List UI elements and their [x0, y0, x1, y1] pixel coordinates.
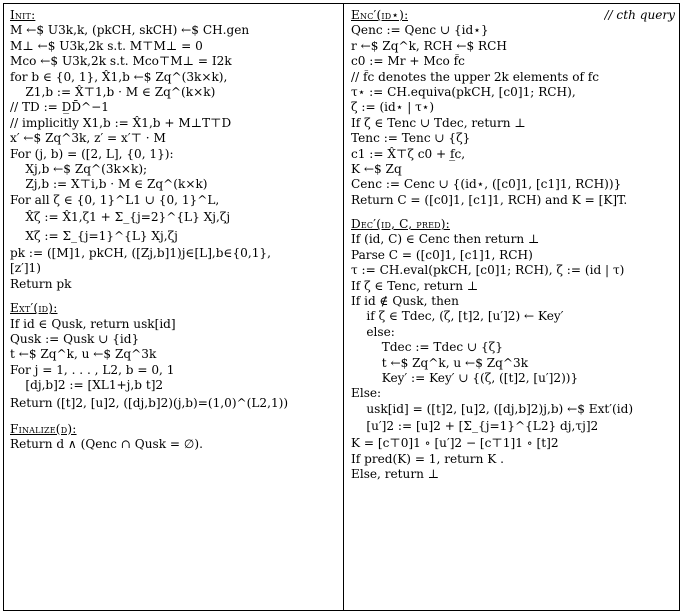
init-line-17: Return pk	[10, 276, 72, 291]
init-line-11: Zj,b := X⊤i,b · M ∈ Zq^(k×k)	[10, 177, 208, 192]
ext-line-1: If id ∈ Qusk, return usk[id]	[10, 316, 176, 331]
enc-header: Enc′(id⋆):	[351, 8, 409, 22]
init-header: Init:	[10, 8, 36, 22]
enc-line-7: If ζ ∈ Tenc ∪ Tdec, return ⊥	[351, 115, 526, 130]
init-line-1: M ←$ U3k,k, (pkCH, skCH) ←$ CH.gen	[10, 23, 250, 38]
dec-line-2: Parse C = ([c0]1, [c1]1, RCH)	[351, 247, 533, 262]
left-column	[10, 8, 338, 452]
init-line-14: Xζ := Σ_{j=1}^{L} Xj,ζj	[10, 229, 178, 244]
finalize-procedure	[10, 437, 338, 452]
dec-line-4: If ζ ∈ Tenc, return ⊥	[351, 278, 479, 293]
ext-line-5: [dj,b]2 := [XL1+j,b t]2	[10, 378, 164, 393]
init-line-4: for b ∈ {0, 1}, X̂1,b ←$ Zq^(3k×k),	[10, 69, 228, 84]
dec-header: Dec′(id, C, pred):	[351, 217, 450, 232]
init-line-16: [z′]1)	[10, 261, 41, 276]
init-line-5: Z1,b := X̂⊤1,b · M ∈ Zq^(k×k)	[10, 84, 216, 99]
init-line-15: pk := ([M]1, pkCH, ([Zj,b]1)j∈[L],b∈{0,1},	[10, 246, 271, 261]
dec-line-13: [u′]2 := [u]2 + [Σ_{j=1}^{L2} dj,τj]2	[351, 419, 599, 434]
init-line-9: For (j, b) = ([2, L], {0, 1}):	[10, 146, 174, 161]
ext-line-2: Qusk := Qusk ∪ {id}	[10, 332, 140, 347]
dec-line-6: if ζ ∈ Tdec, (ζ, [t]2, [u′]2) ← Key′	[351, 309, 564, 324]
enc-line-12: Return C = ([c0]1, [c1]1, RCH) and K = [K]T.	[351, 192, 628, 207]
enc-header-row	[351, 8, 675, 23]
ext-line-4: For j = 1, . . . , L2, b = 0, 1	[10, 362, 175, 377]
init-line-8: x′ ←$ Zq^3k, z′ = x′⊤ · M	[10, 131, 166, 146]
enc-line-6: ζ := (id⋆ | τ⋆)	[351, 100, 435, 115]
enc-comment: // cth query	[604, 8, 675, 22]
enc-procedure	[351, 23, 675, 208]
enc-line-10: K ←$ Zq	[351, 161, 402, 176]
dec-line-11: Else:	[351, 386, 382, 401]
dec-line-16: Else, return ⊥	[351, 466, 440, 481]
enc-line-2: r ←$ Zq^k, RCH ←$ RCH	[351, 38, 507, 53]
enc-line-3: c0 := Mr + Mco f̄c	[351, 54, 465, 69]
enc-line-5: τ⋆ := CH.equiva(pkCH, [c0]1; RCH),	[351, 84, 576, 99]
dec-line-10: Key′ := Key′ ∪ {(ζ, ([t]2, [u′]2))}	[351, 370, 579, 385]
finalize-header: Finalize(d):	[10, 421, 77, 436]
ext-line-6: Return ([t]2, [u]2, ([dj,b]2)(j,b)=(1,0)^(L2,1))	[10, 395, 289, 410]
column-divider	[343, 3, 344, 611]
init-line-6: // TD := D̲D̄^−1	[10, 100, 110, 115]
init-line-13: X̂ζ := X̂1,ζ1 + Σ_{j=2}^{L} Xj,ζj	[10, 210, 231, 225]
ext-line-3: t ←$ Zq^k, u ←$ Zq^3k	[10, 347, 157, 362]
init-line-10: Xj,b ←$ Zq^(3k×k);	[10, 161, 148, 176]
enc-line-11: Cenc := Cenc ∪ {(id⋆, ([c0]1, [c1]1, RCH))}	[351, 177, 622, 192]
dec-line-8: Tdec := Tdec ∪ {ζ}	[351, 340, 503, 355]
dec-line-9: t ←$ Zq^k, u ←$ Zq^3k	[351, 355, 529, 370]
finalize-line-1: Return d ∧ (Qenc ∩ Qusk = ∅).	[10, 436, 203, 451]
dec-line-14: K = [c⊤0]1 ∘ [u′]2 − [c⊤1]1 ∘ [t]2	[351, 436, 559, 451]
enc-line-9: c1 := X̂⊤ζ c0 + f̲c,	[351, 146, 466, 161]
dec-line-3: τ := CH.eval(pkCH, [c0]1; RCH), ζ := (id | τ)	[351, 263, 625, 278]
dec-line-7: else:	[351, 324, 395, 339]
ext-procedure	[10, 317, 338, 413]
ext-header: Ext′(id):	[10, 301, 58, 316]
enc-line-1: Qenc := Qenc ∪ {id⋆}	[351, 23, 489, 38]
right-column	[351, 8, 675, 482]
dec-line-12: usk[id] = ([t]2, [u]2, ([dj,b]2)j,b) ←$ Ext′(id)	[351, 401, 634, 416]
enc-line-8: Tenc := Tenc ∪ {ζ}	[351, 131, 471, 146]
dec-line-1: If (id, C) ∈ Cenc then return ⊥	[351, 232, 540, 247]
init-line-12: For all ζ ∈ {0, 1}^L1 ∪ {0, 1}^L,	[10, 192, 220, 207]
init-line-2: M⊥ ←$ U3k,2k s.t. M⊤M⊥ = 0	[10, 38, 203, 53]
dec-line-15: If pred(K) = 1, return K .	[351, 451, 504, 466]
init-line-3: Mco ←$ U3k,2k s.t. Mco⊤M⊥ = I2k	[10, 54, 232, 69]
dec-line-5: If id ∉ Qusk, then	[351, 294, 459, 309]
init-line-7: // implicitly X1,b := X̂1,b + M⊥T⊤D	[10, 115, 232, 130]
dec-procedure	[351, 232, 675, 482]
init-procedure	[10, 23, 338, 292]
enc-line-4: // f̄c denotes the upper 2k elements of fc	[351, 69, 600, 84]
